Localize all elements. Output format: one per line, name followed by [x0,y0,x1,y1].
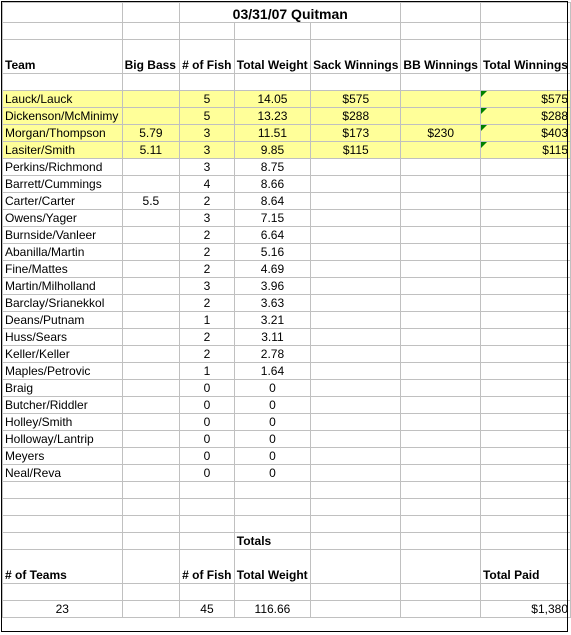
big-bass-cell[interactable] [122,414,180,431]
totals-label[interactable]: Totals [234,533,310,550]
header-total-weight[interactable]: Total Weight [234,40,310,74]
bb-winnings-cell[interactable] [401,227,481,244]
team-cell[interactable]: Abanilla/Martin [3,244,123,261]
total-winnings-cell[interactable] [480,244,570,261]
blank-row [3,74,571,91]
big-bass-cell[interactable] [122,91,180,108]
big-bass-cell[interactable] [122,363,180,380]
sack-winnings-cell[interactable] [311,227,401,244]
big-bass-cell[interactable] [122,448,180,465]
bb-winnings-cell[interactable] [401,108,481,125]
bb-winnings-cell[interactable] [401,295,481,312]
total-winnings-cell[interactable] [480,210,570,227]
num-fish-cell[interactable]: 2 [180,244,235,261]
table-row [3,363,571,380]
total-weight-cell[interactable]: 0 [234,380,310,397]
big-bass-cell[interactable] [122,261,180,278]
bb-winnings-cell[interactable] [401,380,481,397]
team-cell[interactable]: Holley/Smith [3,414,123,431]
totals-weight-value[interactable]: 116.66 [234,601,310,618]
team-cell[interactable]: Maples/Petrovic [3,363,123,380]
bb-winnings-cell[interactable] [401,346,481,363]
total-winnings-value: $288 [541,109,568,123]
bb-winnings-cell[interactable] [401,448,481,465]
team-cell[interactable]: Meyers [3,448,123,465]
big-bass-cell[interactable]: 5.11 [122,142,180,159]
big-bass-cell[interactable] [122,295,180,312]
team-cell[interactable]: Huss/Sears [3,329,123,346]
team-cell[interactable]: Fine/Mattes [3,261,123,278]
bb-winnings-cell[interactable] [401,397,481,414]
total-winnings-cell[interactable] [480,295,570,312]
total-winnings-cell[interactable] [480,465,570,482]
bb-winnings-cell[interactable] [401,210,481,227]
big-bass-cell[interactable] [122,465,180,482]
table-row [3,346,571,363]
total-winnings-cell[interactable] [480,91,570,108]
num-teams-value[interactable]: 23 [3,601,123,618]
sheet-title[interactable]: 03/31/07 Quitman [180,3,401,23]
totals-label-row [3,533,571,550]
table-row [3,193,571,210]
big-bass-cell[interactable] [122,329,180,346]
sack-winnings-cell[interactable]: $575 [311,91,401,108]
total-weight-cell[interactable]: 3.11 [234,329,310,346]
header-sack-winnings[interactable]: Sack Winnings [311,40,401,74]
num-fish-cell[interactable]: 3 [180,159,235,176]
big-bass-cell[interactable] [122,159,180,176]
total-weight-cell[interactable]: 0 [234,397,310,414]
total-winnings-cell[interactable] [480,227,570,244]
big-bass-cell[interactable]: 5.5 [122,193,180,210]
big-bass-cell[interactable] [122,176,180,193]
title-row [3,3,571,23]
header-big-bass[interactable]: Big Bass [122,40,180,74]
total-winnings-cell[interactable] [480,414,570,431]
num-fish-cell[interactable]: 2 [180,346,235,363]
num-fish-cell[interactable]: 2 [180,261,235,278]
num-fish-cell[interactable]: 0 [180,431,235,448]
sack-winnings-cell[interactable] [311,329,401,346]
table-row [3,210,571,227]
table-row [3,329,571,346]
bb-winnings-cell[interactable] [401,431,481,448]
table-row [3,142,571,159]
total-winnings-cell[interactable] [480,176,570,193]
sack-winnings-cell[interactable]: $173 [311,125,401,142]
num-fish-cell[interactable]: 3 [180,278,235,295]
num-fish-cell[interactable]: 2 [180,295,235,312]
num-fish-cell[interactable]: 1 [180,363,235,380]
bb-winnings-cell[interactable] [401,261,481,278]
big-bass-cell[interactable]: 5.79 [122,125,180,142]
sack-winnings-cell[interactable] [311,448,401,465]
num-fish-cell[interactable]: 3 [180,210,235,227]
blank-row [3,499,571,516]
team-cell[interactable]: Carter/Carter [3,193,123,210]
total-weight-cell[interactable]: 0 [234,448,310,465]
totals-num-fish-value[interactable]: 45 [180,601,235,618]
table-row [3,261,571,278]
header-row [3,40,571,74]
table-row [3,176,571,193]
total-winnings-cell[interactable] [480,346,570,363]
bb-winnings-cell[interactable] [401,465,481,482]
total-winnings-cell[interactable] [480,108,570,125]
total-weight-cell[interactable]: 0 [234,431,310,448]
num-fish-cell[interactable]: 5 [180,108,235,125]
team-cell[interactable]: Burnside/Vanleer [3,227,123,244]
total-weight-cell[interactable]: 0 [234,414,310,431]
table-row [3,227,571,244]
total-winnings-cell[interactable] [480,278,570,295]
num-fish-cell[interactable]: 0 [180,448,235,465]
sack-winnings-cell[interactable] [311,278,401,295]
num-fish-cell[interactable]: 0 [180,380,235,397]
num-fish-cell[interactable]: 0 [180,414,235,431]
blank-row [3,516,571,533]
table-row [3,108,571,125]
team-cell[interactable]: Perkins/Richmond [3,159,123,176]
bb-winnings-cell[interactable] [401,193,481,210]
sack-winnings-cell[interactable] [311,363,401,380]
big-bass-cell[interactable] [122,397,180,414]
sack-winnings-cell[interactable] [311,414,401,431]
total-weight-cell[interactable]: 13.23 [234,108,310,125]
comment-indicator-icon [481,108,487,114]
header-bb-winnings[interactable]: BB Winnings [401,40,481,74]
total-winnings-cell[interactable] [480,448,570,465]
total-weight-cell[interactable]: 9.85 [234,142,310,159]
table-row [3,397,571,414]
num-fish-cell[interactable]: 5 [180,91,235,108]
bb-winnings-cell[interactable] [401,329,481,346]
sack-winnings-cell[interactable] [311,210,401,227]
total-winnings-cell[interactable] [480,312,570,329]
num-fish-cell[interactable]: 2 [180,193,235,210]
table-row [3,278,571,295]
total-winnings-cell[interactable] [480,431,570,448]
sack-winnings-cell[interactable] [311,295,401,312]
bb-winnings-cell[interactable] [401,363,481,380]
sack-winnings-cell[interactable] [311,159,401,176]
total-weight-cell[interactable]: 11.51 [234,125,310,142]
total-winnings-cell[interactable] [480,125,570,142]
header-total-winnings[interactable]: Total Winnings [480,40,570,74]
total-winnings-cell[interactable] [480,380,570,397]
big-bass-cell[interactable] [122,431,180,448]
total-weight-cell[interactable]: 2.78 [234,346,310,363]
bb-winnings-cell[interactable] [401,142,481,159]
team-cell[interactable]: Holloway/Lantrip [3,431,123,448]
table-row [3,448,571,465]
table-row [3,380,571,397]
sack-winnings-cell[interactable] [311,176,401,193]
comment-indicator-icon [481,142,487,148]
bb-winnings-cell[interactable] [401,91,481,108]
team-cell[interactable]: Barrett/Cummings [3,176,123,193]
totals-weight-label[interactable]: Total Weight [234,550,310,584]
total-weight-cell[interactable]: 14.05 [234,91,310,108]
big-bass-cell[interactable] [122,227,180,244]
team-cell[interactable]: Owens/Yager [3,210,123,227]
table-row [3,159,571,176]
num-fish-cell[interactable]: 3 [180,142,235,159]
blank-row [3,482,571,499]
big-bass-cell[interactable] [122,108,180,125]
total-weight-cell[interactable]: 1.64 [234,363,310,380]
sack-winnings-cell[interactable]: $115 [311,142,401,159]
total-weight-cell[interactable]: 7.15 [234,210,310,227]
big-bass-cell[interactable] [122,278,180,295]
num-fish-cell[interactable]: 2 [180,329,235,346]
total-weight-cell[interactable]: 6.64 [234,227,310,244]
num-fish-cell[interactable]: 1 [180,312,235,329]
table-row [3,312,571,329]
total-winnings-value: $115 [542,143,568,157]
sack-winnings-cell[interactable] [311,261,401,278]
bb-winnings-cell[interactable] [401,312,481,329]
total-winnings-cell[interactable] [480,329,570,346]
total-paid-label[interactable]: Total Paid [480,550,570,584]
blank-row [3,23,571,40]
total-winnings-cell[interactable] [480,363,570,380]
total-weight-cell[interactable]: 0 [234,465,310,482]
team-cell[interactable]: Deans/Putnam [3,312,123,329]
bb-winnings-cell[interactable] [401,159,481,176]
total-winnings-cell[interactable] [480,159,570,176]
header-team[interactable]: Team [3,40,123,74]
team-cell[interactable]: Butcher/Riddler [3,397,123,414]
header-num-fish[interactable]: # of Fish [180,40,235,74]
total-weight-cell[interactable]: 5.16 [234,244,310,261]
totals-values-row [3,601,571,618]
table-row [3,244,571,261]
num-teams-label[interactable]: # of Teams [3,550,123,584]
table-row [3,125,571,142]
total-weight-cell[interactable]: 3.21 [234,312,310,329]
team-cell[interactable]: Martin/Milholland [3,278,123,295]
big-bass-cell[interactable] [122,312,180,329]
bb-winnings-cell[interactable] [401,278,481,295]
team-cell[interactable]: Morgan/Thompson [3,125,123,142]
sack-winnings-cell[interactable] [311,312,401,329]
sack-winnings-cell[interactable]: $288 [311,108,401,125]
total-winnings-cell[interactable] [480,261,570,278]
blank-row [3,584,571,601]
comment-indicator-icon [481,91,487,97]
total-weight-cell[interactable]: 8.64 [234,193,310,210]
sack-winnings-cell[interactable] [311,397,401,414]
team-cell[interactable]: Dickenson/McMinimy [3,108,123,125]
big-bass-cell[interactable] [122,346,180,363]
sack-winnings-cell[interactable] [311,431,401,448]
num-fish-cell[interactable]: 3 [180,125,235,142]
num-fish-cell[interactable]: 2 [180,227,235,244]
big-bass-cell[interactable] [122,244,180,261]
total-winnings-value: $403 [541,126,568,140]
table-row [3,414,571,431]
sack-winnings-cell[interactable] [311,380,401,397]
num-fish-cell[interactable]: 4 [180,176,235,193]
team-cell[interactable]: Keller/Keller [3,346,123,363]
comment-indicator-icon [481,125,487,131]
total-weight-cell[interactable]: 8.66 [234,176,310,193]
team-cell[interactable]: Braig [3,380,123,397]
totals-num-fish-label[interactable]: # of Fish [180,550,235,584]
num-fish-cell[interactable]: 0 [180,397,235,414]
total-weight-cell[interactable]: 4.69 [234,261,310,278]
team-cell[interactable]: Lauck/Lauck [3,91,123,108]
total-winnings-cell[interactable] [480,142,570,159]
sack-winnings-cell[interactable] [311,346,401,363]
sack-winnings-cell[interactable] [311,244,401,261]
total-winnings-cell[interactable] [480,193,570,210]
bb-winnings-cell[interactable] [401,176,481,193]
bb-winnings-cell[interactable]: $230 [401,125,481,142]
results-table [2,2,571,618]
total-weight-cell[interactable]: 3.96 [234,278,310,295]
total-weight-cell[interactable]: 3.63 [234,295,310,312]
table-row [3,91,571,108]
totals-header-row [3,550,571,584]
table-row [3,295,571,312]
table-row [3,465,571,482]
total-weight-cell[interactable]: 8.75 [234,159,310,176]
total-winnings-cell[interactable] [480,397,570,414]
total-winnings-value: $575 [541,92,568,106]
team-cell[interactable]: Lasiter/Smith [3,142,123,159]
sack-winnings-cell[interactable] [311,465,401,482]
bb-winnings-cell[interactable] [401,244,481,261]
team-cell[interactable]: Barclay/Srianekkol [3,295,123,312]
big-bass-cell[interactable] [122,210,180,227]
num-fish-cell[interactable]: 0 [180,465,235,482]
team-cell[interactable]: Neal/Reva [3,465,123,482]
big-bass-cell[interactable] [122,380,180,397]
sack-winnings-cell[interactable] [311,193,401,210]
table-row [3,431,571,448]
total-paid-value[interactable]: $1,380 [480,601,570,618]
bb-winnings-cell[interactable] [401,414,481,431]
